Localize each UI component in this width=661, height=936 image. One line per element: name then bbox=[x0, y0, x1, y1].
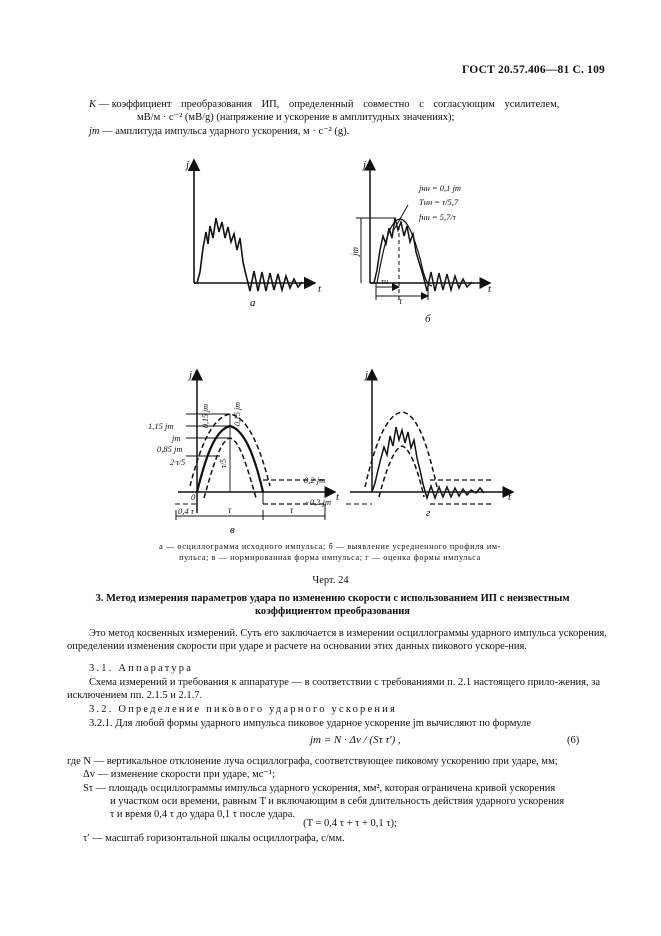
caption-line-2: пульса; в — нормированная форма импульса; г — оценка формы импульса bbox=[179, 553, 481, 562]
subsection-3-2: 3.2. Определение пикового ударного ускорения bbox=[89, 704, 398, 715]
fig-v-tau5: τ/5 bbox=[219, 458, 228, 468]
fig-v-085: 0,85 jm bbox=[157, 444, 183, 454]
def-dash-jm: — bbox=[102, 126, 113, 137]
running-title: ГОСТ 20.57.406—81 С. 109 bbox=[462, 64, 605, 76]
fig-v-tau1: τ bbox=[228, 505, 232, 515]
fig-v-axis-t: t bbox=[336, 491, 340, 503]
fig-g-label: г bbox=[426, 507, 431, 519]
fig-b-axis-j: j bbox=[363, 159, 367, 171]
fig-a-label: а bbox=[250, 297, 256, 309]
fig-g-axis-t: t bbox=[508, 491, 512, 503]
subsection-3-2-1: 3.2.1. Для любой формы ударного импульса пиковое ударное ускорение jm вычисляют по формуле bbox=[89, 718, 532, 729]
fig-v-2tau5: 2·τ/5 bbox=[170, 458, 186, 467]
fig-v-zero: 0 bbox=[191, 492, 196, 502]
def-dash: — bbox=[98, 99, 110, 110]
fig-b-label: б bbox=[425, 313, 431, 325]
formula-number: (6) bbox=[567, 735, 580, 746]
fig-b-ann2: Tнн = τ/5,7 bbox=[419, 197, 459, 207]
fig-v-axis-j: j bbox=[189, 369, 193, 381]
definition-k-cont: мВ/м · с⁻² (мВ/g) (напряжение и ускорение в амплитудных значениях); bbox=[137, 112, 455, 123]
fig-b-ann3: fнн = 5,7/τ bbox=[419, 212, 456, 222]
def-text-jm: амплитуда импульса ударного ускорения, м · с⁻² (g). bbox=[115, 126, 350, 137]
fig-g-axis-j: j bbox=[365, 369, 369, 381]
paragraph-method: Это метод косвенных измерений. Суть его заключается в измерении осциллограммы ударного импульса ускорения, определении изменения скорости при ударе и расчете на основании этих данных пикового ускоре-ния. bbox=[67, 628, 607, 652]
def-s-line-1: Sτ — площадь осциллограммы импульса ударного ускорения, мм², которая ограничена кривой ускорения bbox=[83, 783, 556, 794]
fig-v-02p: 0,2 jm bbox=[304, 475, 326, 485]
fig-v-tau2: τ bbox=[290, 505, 294, 515]
fig-v-02n: −0,2 jm bbox=[304, 497, 331, 507]
fig-a-axis-j: j bbox=[186, 159, 190, 171]
fig-b-tau: τ bbox=[399, 296, 403, 306]
where-n: где N — вертикальное отклонение луча осциллографа, соответствующее пиковому ускорению при ударе, мм; bbox=[67, 756, 558, 767]
caption-line-1: а — осциллограмма исходного импульса; б — выявление усредненного профиля им- bbox=[159, 542, 501, 551]
fig-v-jm: jm bbox=[172, 433, 181, 443]
fig-g bbox=[346, 370, 513, 504]
fig-b-ann1: jнн = 0,1 jm bbox=[419, 183, 462, 193]
figure-title: Черт. 24 bbox=[312, 575, 349, 586]
fig-v-015b: 0,15 jm bbox=[233, 402, 242, 426]
fig-b-tau-u: τи bbox=[381, 276, 389, 286]
fig-a-axis-t: t bbox=[318, 283, 322, 295]
def-tau-prime: τ′ — масштаб горизонтальной шкалы осциллографа, с/мм. bbox=[83, 833, 345, 844]
section-heading bbox=[60, 592, 605, 618]
fig-b-jm: jm bbox=[350, 247, 360, 256]
def-text-k: коэффициент преобразования ИП, определенный совместно с согласующим усилителем, bbox=[111, 99, 560, 110]
fig-b-axis-t: t bbox=[488, 283, 492, 295]
def-t: (T = 0,4 τ + τ + 0,1 τ); bbox=[303, 818, 397, 829]
figure-caption bbox=[120, 541, 540, 563]
subsection-3-1-text: Схема измерений и требования к аппаратуре — в соответствии с требованиями п. 2.1 настоящего прило-жения, за исключением пп. 2.1.5 и 2.1.7. bbox=[67, 677, 601, 701]
fig-b bbox=[356, 160, 490, 300]
section-heading-line-1: 3. Метод измерения параметров удара по изменению скорости с использованием ИП с неизвестным bbox=[95, 593, 570, 604]
fig-v-04tau: 0,4 τ bbox=[178, 506, 194, 516]
fig-a bbox=[194, 160, 315, 291]
def-s-line-3: τ и время 0,4 τ до удара 0,1 τ после удара. bbox=[110, 809, 296, 820]
section-heading-line-2: коэффициентом преобразования bbox=[255, 606, 410, 617]
def-symbol-k: K bbox=[89, 99, 97, 110]
fig-v-label: в bbox=[230, 524, 235, 536]
def-symbol-jm: jm bbox=[89, 126, 100, 137]
fig-v-015a: 0,15 jm bbox=[201, 404, 210, 428]
def-dv: Δv — изменение скорости при ударе, мс⁻¹; bbox=[83, 769, 275, 780]
formula-6: jm = N · Δv / (Sτ τ′) , bbox=[310, 734, 401, 746]
subsection-3-1: 3.1. Аппаратура bbox=[89, 663, 194, 674]
def-s-line-2: и участком оси времени, равным T и включающим в себя длительность действия ударного ускорения bbox=[110, 796, 565, 807]
fig-v-115: 1,15 jm bbox=[148, 421, 174, 431]
